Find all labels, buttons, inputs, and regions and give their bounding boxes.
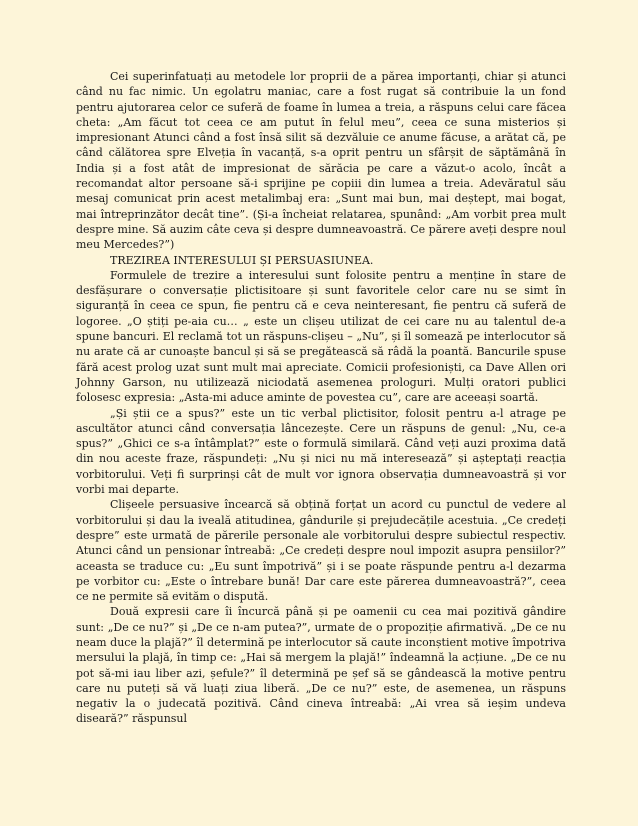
paragraph-clisee-persuasive: Clișeele persuasive încearcă să obțină forțat un acord cu punctul de vedere al vorbitorului și dau la iveală atitudinea, gândurile și prejudecățile acestuia. „Ce credeți despre” este urmată de părerile personale ale vorbitorului despre subiectul respectiv. Atunci când un pensionar întreabă: „Ce credeți despre noul impozit asupra pensiilor?” aceasta se traduce cu: „Eu sunt împotrivă” și i se poate răspunde pentru a-l dezarma pe vorbitor cu: „Este o întrebare bună! Dar care este părerea dumneavoastră?”, ceea ce ne permite să evităm o dispută. xyxy=(76,498,566,604)
paragraph-superinfatuati: Cei superinfatuați au metodele lor proprii de a părea importanți, chiar și atunci când nu fac nimic. Un egolatru maniac, care a fost rugat să contribuie la un fond pentru ajutorarea celor ce suferă de foame în lumea a treia, a răspuns celui care făcea cheta: „Am făcut tot ceea ce am putut în felul meu”, ceea ce suna misterios și impresionant Atunci când a fost însă silit să dezvăluie ce anume făcuse, a arătat că, pe când călătorea spre Elveția în vacanță, s-a oprit pentru un sfârșit de săptămână în India și a fost atât de impresionat de sărăcia pe care a văzut-o acolo, încât a recomandat altor persoane să-i sprijine pe copiii din lumea a treia. Adevăratul său mesaj comunicat prin acest metalimbaj era: „Sunt mai bun, mai deștept, mai bogat, mai întreprinzător decât tine”. (Și-a încheiat relatarea, spunând: „Am vorbit prea mult despre mine. Să auzim câte ceva și despre dumneavoastră. Ce părere aveți despre noul meu Mercedes?”) xyxy=(76,70,566,252)
paragraph-si-stii-ce-a-spus: „Și știi ce a spus?” este un tic verbal plictisitor, folosit pentru a-l atrage pe ascultător atunci când conversația lâncezește. Cere un răspuns de genul: „Nu, ce-a spus?” „Ghici ce s-a întâmplat?” este o formulă similară. Când veți auzi proxima dată din nou aceste fraze, răspundeți: „Nu și nici nu mă interesează” și așteptați reacția vorbitorului. Veți fi surprinși cât de mult vor ignora observația dumneavoastră și vor vorbi mai departe. xyxy=(76,406,566,497)
paragraph-formule-trezire: Formulele de trezire a interesului sunt folosite pentru a menține în stare de desfășurare o conversație plictisitoare și sunt favoritele celor care nu se simt în siguranță în ceea ce spun, fie pentru că e ceva neinteresant, fie pentru că suferă de logoree. „O știți pe-aia cu… „ este un clișeu utilizat de cei care nu au talentul de-a spune bancuri. El reclamă tot un răspuns-clișeu – „Nu”, și îl somează pe interlocutor să nu arate că ar cunoaște bancul și să se pregătească să râdă la poantă. Bancurile spuse fără acest prolog uzat sunt mult mai apreciate. Comicii profesioniști, ca Dave Allen ori Johnny Garson, nu utilizează niciodată asemenea prologuri. Mulți oratori publici folosesc expresia: „Asta-mi aduce aminte de povestea cu”, care are aceeași soartă. xyxy=(76,268,566,405)
paragraph-de-ce-nu: Două expresii care îi încurcă până și pe oamenii cu cea mai pozitivă gândire sunt: „De ce nu?” și „De ce n-am putea?”, urmate de o propoziție afirmativă. „De ce nu neam duce la plajă?” îl determină pe interlocutor să caute inconștient motive împotriva mersului la plajă, în timp ce: „Hai să mergem la plajă!” îndeamnă la acțiune. „De ce nu pot să-mi iau liber azi, șefule?” îl determină pe șef să se gândească la motive pentru care nu puteți să vă luați ziua liberă. „De ce nu?” este, de asemenea, un răspuns negativ la o judecată pozitivă. Când cineva întreabă: „Ai vrea să ieșim undeva diseară?” răspunsul xyxy=(76,605,566,726)
section-heading: TREZIREA INTERESULUI ȘI PERSUASIUNEA. xyxy=(110,253,374,267)
document-body xyxy=(76,69,566,727)
